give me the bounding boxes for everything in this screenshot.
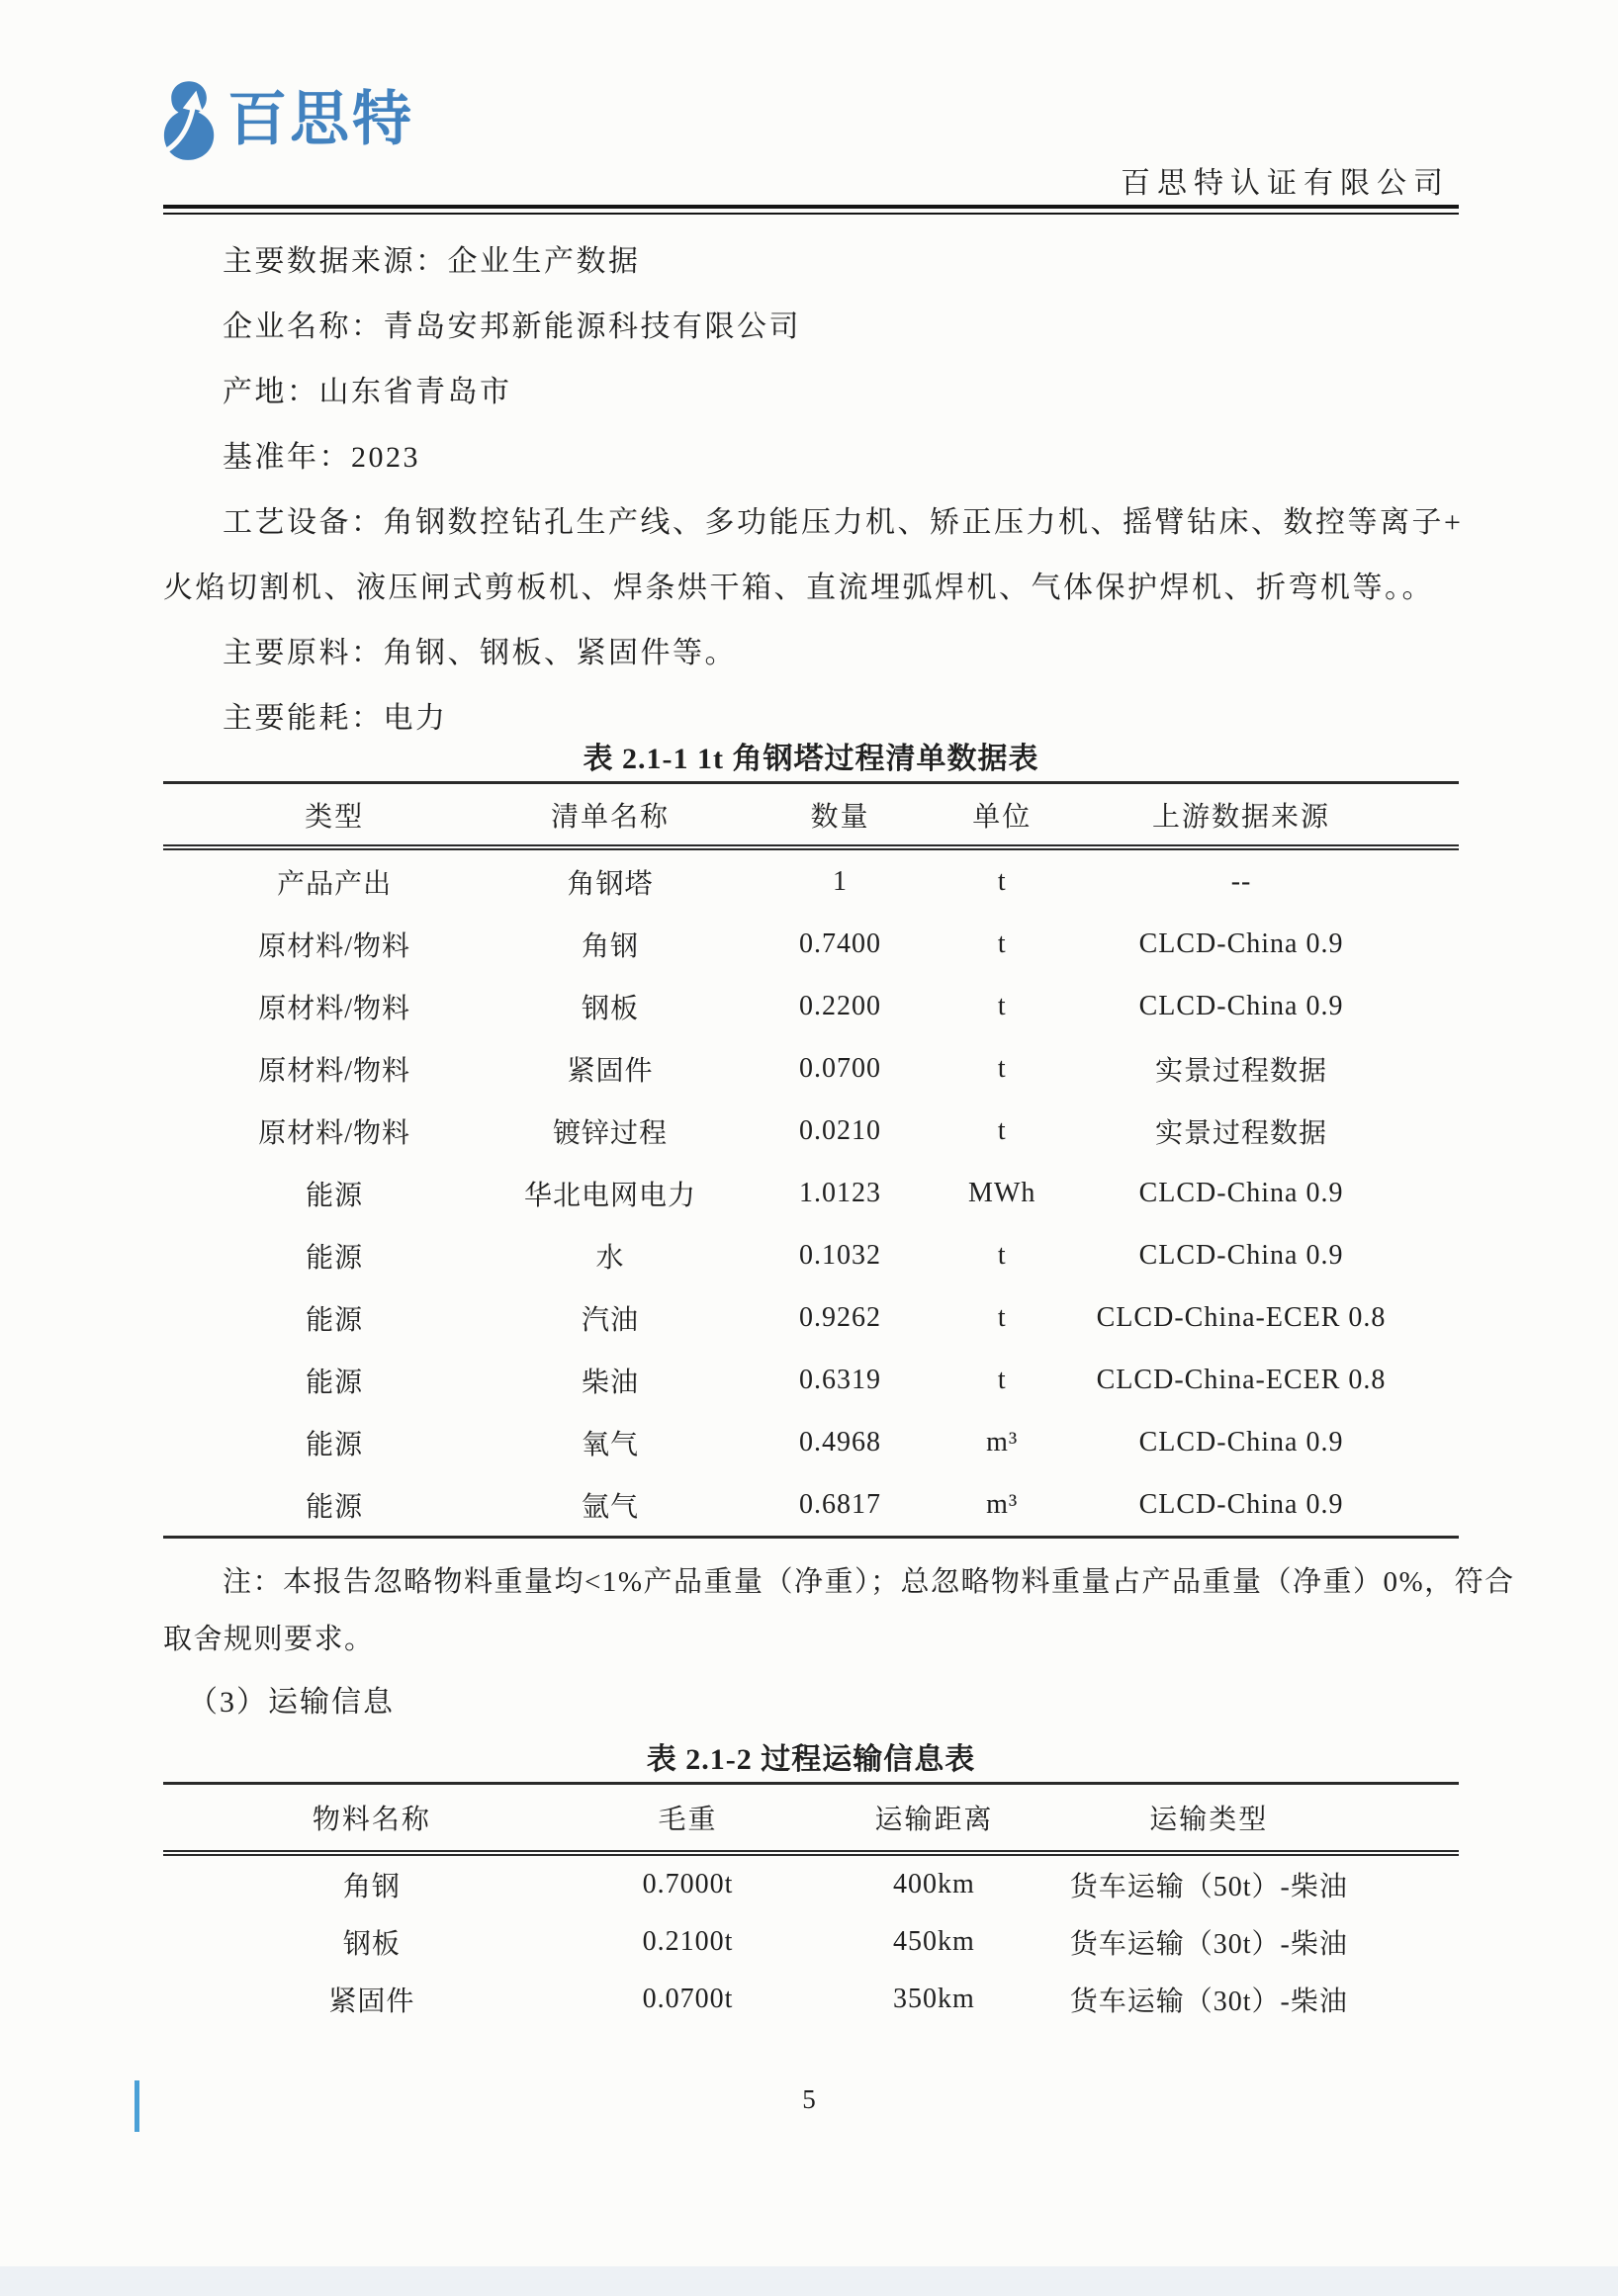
table-cell: 角钢 bbox=[581, 930, 639, 962]
table-cell: 紧固件 bbox=[328, 1987, 415, 2017]
table-row bbox=[163, 975, 1459, 1037]
page-number: 5 bbox=[802, 2084, 816, 2114]
table-cell: 能源 bbox=[306, 1367, 364, 1398]
table-cell: 能源 bbox=[306, 1304, 364, 1336]
column-header-item-name: 清单名称 bbox=[461, 783, 759, 848]
info-line-base-year: 基准年：2023 bbox=[223, 441, 420, 474]
table-row bbox=[163, 1349, 1459, 1411]
info-line-data-source: 主要数据来源：企业生产数据 bbox=[223, 245, 641, 278]
table-cell: 水 bbox=[595, 1242, 625, 1274]
table-cell: 400km bbox=[893, 1869, 975, 1899]
transport-table-header-row bbox=[163, 1784, 1459, 1854]
column-header-material-name: 物料名称 bbox=[163, 1784, 526, 1854]
table-cell: 原材料/物料 bbox=[258, 993, 411, 1024]
transport-table bbox=[163, 1782, 1459, 2028]
info-line-materials: 主要原料：角钢、钢板、紧固件等。 bbox=[223, 637, 737, 669]
table-cell: m³ bbox=[986, 1488, 1019, 1520]
table-cell: t bbox=[997, 990, 1007, 1021]
table-cell: t bbox=[997, 1239, 1007, 1271]
column-header-quantity: 数量 bbox=[760, 783, 922, 848]
table-cell: 0.7400 bbox=[798, 927, 881, 959]
table-cell: t bbox=[997, 927, 1007, 959]
column-header-data-source: 上游数据来源 bbox=[1083, 783, 1459, 848]
company-logo bbox=[156, 77, 414, 162]
table-cell: 货车运输（30t）-柴油 bbox=[1069, 1987, 1348, 2017]
table-cell: 钢板 bbox=[342, 1929, 401, 1960]
table-row bbox=[163, 847, 1459, 913]
table-cell: 原材料/物料 bbox=[258, 1117, 411, 1149]
table-row bbox=[163, 913, 1459, 975]
column-header-type: 类型 bbox=[163, 783, 461, 848]
inventory-table-title: 表 2.1-1 1t 角钢塔过程清单数据表 bbox=[583, 743, 1039, 775]
table-cell: 货车运输（30t）-柴油 bbox=[1069, 1929, 1348, 1960]
column-header-gross-weight: 毛重 bbox=[526, 1784, 851, 1854]
column-header-unit: 单位 bbox=[921, 783, 1083, 848]
table-cell: -- bbox=[1230, 865, 1252, 897]
table-cell: 汽油 bbox=[581, 1304, 639, 1336]
header-rule bbox=[163, 205, 1459, 215]
table-cell: CLCD-China 0.9 bbox=[1138, 927, 1344, 959]
inventory-table bbox=[163, 781, 1459, 1539]
info-line-origin: 产地：山东省青岛市 bbox=[223, 376, 512, 408]
table-cell: 柴油 bbox=[581, 1367, 639, 1398]
table-cell: t bbox=[997, 1114, 1007, 1146]
table-cell: 0.9262 bbox=[798, 1301, 881, 1333]
table-cell: 原材料/物料 bbox=[258, 1055, 411, 1087]
table-cell: 能源 bbox=[306, 1429, 364, 1460]
table-cell: 1.0123 bbox=[798, 1177, 881, 1208]
table-row bbox=[163, 1286, 1459, 1349]
table-cell: 0.6319 bbox=[798, 1364, 881, 1395]
table-cell: CLCD-China 0.9 bbox=[1138, 990, 1344, 1021]
table-cell: 氧气 bbox=[581, 1429, 639, 1460]
info-line-energy: 主要能耗：电力 bbox=[223, 702, 448, 735]
note-line-1: 注：本报告忽略物料重量均<1%产品重量（净重）；总忽略物料重量占产品重量（净重）0%，符合 bbox=[223, 1565, 1515, 1598]
table-cell: 镀锌过程 bbox=[552, 1117, 668, 1149]
inventory-table-section bbox=[163, 740, 1459, 1539]
info-line-company: 企业名称：青岛安邦新能源科技有限公司 bbox=[223, 310, 801, 343]
company-name: 百思特认证有限公司 bbox=[1121, 167, 1450, 200]
table-cell: 0.2200 bbox=[798, 990, 881, 1021]
table-row bbox=[163, 1224, 1459, 1286]
transport-table-title: 表 2.1-2 过程运输信息表 bbox=[646, 1743, 976, 1776]
note-line-2: 取舍规则要求。 bbox=[163, 1623, 375, 1655]
table-cell: 450km bbox=[893, 1926, 975, 1957]
info-line-equipment-1: 工艺设备：角钢数控钻孔生产线、多功能压力机、矫正压力机、摇臂钻床、数控等离子+ bbox=[223, 506, 1464, 539]
table-cell: 角钢 bbox=[342, 1872, 401, 1902]
table-cell: 0.0700t bbox=[642, 1984, 734, 2014]
table-cell: 0.2100t bbox=[642, 1926, 734, 1957]
bottom-scan-band bbox=[0, 2266, 1618, 2296]
table-row bbox=[163, 1913, 1459, 1971]
table-cell: 紧固件 bbox=[567, 1055, 654, 1087]
table-cell: MWh bbox=[968, 1177, 1036, 1208]
table-cell: 0.7000t bbox=[642, 1869, 734, 1899]
transport-table-section bbox=[163, 1740, 1459, 2028]
table-cell: 0.1032 bbox=[798, 1239, 881, 1271]
table-row bbox=[163, 1853, 1459, 1913]
table-cell: 0.6817 bbox=[798, 1488, 881, 1520]
table-cell: 能源 bbox=[306, 1242, 364, 1274]
table-cell: t bbox=[997, 1052, 1007, 1084]
table-cell: 货车运输（50t）-柴油 bbox=[1069, 1872, 1348, 1902]
table-cell: 0.0700 bbox=[798, 1052, 881, 1084]
table-cell: t bbox=[997, 1301, 1007, 1333]
table-cell: 0.0210 bbox=[798, 1114, 881, 1146]
section-heading-transport: （3）运输信息 bbox=[188, 1686, 395, 1719]
table-cell: 华北电网电力 bbox=[523, 1180, 696, 1211]
column-header-transport-type: 运输类型 bbox=[1019, 1784, 1459, 1854]
table-row bbox=[163, 1411, 1459, 1473]
logo-text: 百思特 bbox=[227, 86, 414, 152]
table-cell: t bbox=[997, 865, 1007, 897]
table-cell: CLCD-China 0.9 bbox=[1138, 1488, 1344, 1520]
table-cell: 原材料/物料 bbox=[258, 930, 411, 962]
table-row bbox=[163, 1473, 1459, 1538]
table-cell: 1 bbox=[832, 865, 848, 897]
table-cell: 钢板 bbox=[581, 993, 639, 1024]
table-cell: 350km bbox=[893, 1984, 975, 2014]
inventory-table-header-row bbox=[163, 783, 1459, 848]
logo-mark-icon bbox=[156, 77, 220, 162]
table-cell: 实景过程数据 bbox=[1155, 1055, 1328, 1087]
table-cell: 产品产出 bbox=[277, 868, 393, 900]
table-cell: 实景过程数据 bbox=[1155, 1117, 1328, 1149]
table-cell: CLCD-China 0.9 bbox=[1138, 1177, 1344, 1208]
table-cell: t bbox=[997, 1364, 1007, 1395]
note-block bbox=[163, 1550, 1515, 1665]
table-cell: CLCD-China 0.9 bbox=[1138, 1239, 1344, 1271]
table-cell: 氩气 bbox=[581, 1491, 639, 1523]
table-row bbox=[163, 1162, 1459, 1224]
table-cell: CLCD-China 0.9 bbox=[1138, 1426, 1344, 1457]
table-cell: CLCD-China-ECER 0.8 bbox=[1096, 1301, 1387, 1333]
info-block bbox=[163, 225, 1464, 748]
table-cell: 能源 bbox=[306, 1491, 364, 1523]
table-cell: 能源 bbox=[306, 1180, 364, 1211]
table-cell: m³ bbox=[986, 1426, 1019, 1457]
info-line-equipment-2: 火焰切割机、液压闸式剪板机、焊条烘干箱、直流埋弧焊机、气体保护焊机、折弯机等。。 bbox=[163, 572, 1434, 604]
table-cell: 角钢塔 bbox=[567, 868, 654, 900]
table-row bbox=[163, 1971, 1459, 2028]
table-cell: CLCD-China-ECER 0.8 bbox=[1096, 1364, 1387, 1395]
column-header-transport-distance: 运输距离 bbox=[850, 1784, 1018, 1854]
table-row bbox=[163, 1037, 1459, 1100]
table-row bbox=[163, 1100, 1459, 1162]
table-cell: 0.4968 bbox=[798, 1426, 881, 1457]
